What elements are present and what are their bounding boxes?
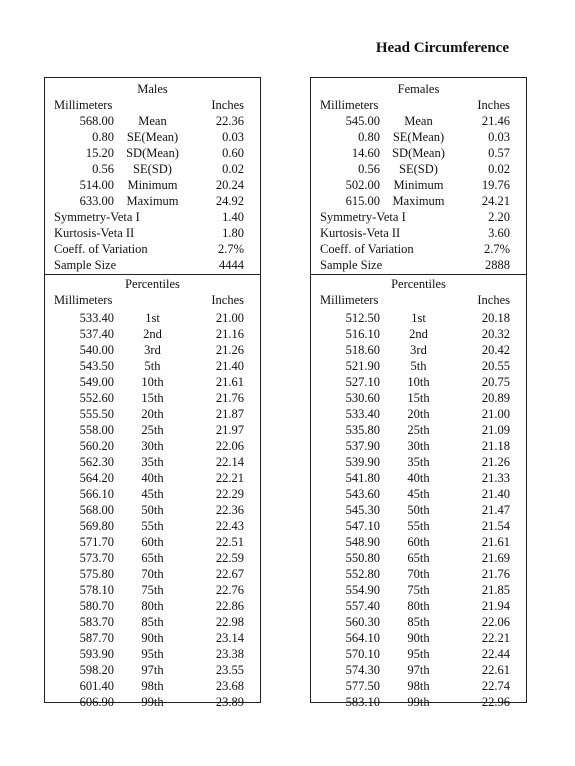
- section-divider: [311, 274, 526, 275]
- percentile-inches-value: 22.51: [215, 535, 244, 549]
- summary-label: Kurtosis-Veta II: [320, 226, 401, 240]
- percentile-row: [45, 358, 260, 374]
- summary-value: 2.20: [488, 210, 510, 224]
- percentile-inches-value: 20.55: [481, 359, 510, 373]
- percentile-mm-value: 547.10: [345, 519, 380, 533]
- stat-label: SD(Mean): [392, 146, 445, 160]
- percentile-row: [45, 470, 260, 486]
- inches-header: Inches: [211, 98, 244, 112]
- percentile-mm-value: 569.80: [79, 519, 114, 533]
- percentile-mm-value: 601.40: [79, 679, 114, 693]
- summary-label: Sample Size: [54, 258, 117, 272]
- percentile-mm-value: 533.40: [345, 407, 380, 421]
- percentile-inches-value: 20.89: [481, 391, 510, 405]
- stat-row: [311, 145, 526, 161]
- percentile-row: [311, 598, 526, 614]
- percentile-mm-value: 537.90: [345, 439, 380, 453]
- stat-inches-value: 0.03: [488, 130, 510, 144]
- percentile-label: 2nd: [143, 327, 162, 341]
- percentile-row: [311, 550, 526, 566]
- units-header-row: [45, 292, 260, 308]
- inches-header: Inches: [477, 98, 510, 112]
- stat-row: [311, 177, 526, 193]
- percentile-row: [45, 646, 260, 662]
- percentile-label: 50th: [141, 503, 164, 517]
- percentile-mm-value: 548.90: [345, 535, 380, 549]
- percentile-label: 55th: [407, 519, 430, 533]
- percentile-label: 99th: [141, 695, 164, 709]
- percentile-label: 3rd: [410, 343, 427, 357]
- percentile-inches-value: 20.75: [481, 375, 510, 389]
- summary-row: [311, 257, 526, 273]
- percentile-row: [311, 630, 526, 646]
- percentile-mm-value: 521.90: [345, 359, 380, 373]
- percentile-row: [45, 454, 260, 470]
- stat-mm-value: 0.56: [92, 162, 114, 176]
- percentile-label: 1st: [411, 311, 426, 325]
- percentile-mm-value: 527.10: [345, 375, 380, 389]
- percentile-inches-value: 23.14: [215, 631, 244, 645]
- percentile-row: [311, 406, 526, 422]
- percentile-inches-value: 22.86: [215, 599, 244, 613]
- percentile-row: [45, 422, 260, 438]
- percentile-label: 5th: [144, 359, 161, 373]
- percentile-inches-value: 22.76: [215, 583, 244, 597]
- percentile-inches-value: 21.97: [215, 423, 244, 437]
- percentile-row: [311, 454, 526, 470]
- percentile-inches-value: 21.18: [481, 439, 510, 453]
- stat-mm-value: 0.80: [358, 130, 380, 144]
- stat-label: SD(Mean): [126, 146, 179, 160]
- summary-row: [311, 241, 526, 257]
- percentile-inches-value: 21.26: [215, 343, 244, 357]
- percentile-mm-value: 518.60: [345, 343, 380, 357]
- stat-mm-value: 514.00: [79, 178, 114, 192]
- percentile-label: 1st: [145, 311, 160, 325]
- percentile-row: [311, 310, 526, 326]
- percentile-mm-value: 541.80: [345, 471, 380, 485]
- summary-value: 2.7%: [483, 242, 510, 256]
- percentile-row: [311, 662, 526, 678]
- stat-mm-value: 615.00: [345, 194, 380, 208]
- stat-mm-value: 14.60: [351, 146, 380, 160]
- percentile-row: [45, 438, 260, 454]
- percentiles-title: Percentiles: [391, 277, 446, 291]
- percentile-row: [311, 534, 526, 550]
- percentile-mm-value: 575.80: [79, 567, 114, 581]
- stat-inches-value: 0.02: [488, 162, 510, 176]
- percentile-mm-value: 574.30: [345, 663, 380, 677]
- percentile-label: 30th: [407, 439, 430, 453]
- percentile-row: [311, 614, 526, 630]
- units-header-row: [311, 292, 526, 308]
- summary-value: 3.60: [488, 226, 510, 240]
- percentile-inches-value: 23.89: [215, 695, 244, 709]
- percentile-inches-value: 22.96: [481, 695, 510, 709]
- percentile-row: [45, 678, 260, 694]
- percentile-mm-value: 545.30: [345, 503, 380, 517]
- stat-mm-value: 633.00: [79, 194, 114, 208]
- stat-inches-value: 22.36: [215, 114, 244, 128]
- stat-inches-value: 19.76: [481, 178, 510, 192]
- percentile-label: 40th: [141, 471, 164, 485]
- percentile-mm-value: 578.10: [79, 583, 114, 597]
- percentile-mm-value: 549.00: [79, 375, 114, 389]
- females-table: [310, 77, 527, 709]
- percentile-row: [311, 566, 526, 582]
- page-title: Head Circumference: [375, 40, 509, 56]
- summary-row: [311, 209, 526, 225]
- percentile-label: 75th: [407, 583, 430, 597]
- percentile-mm-value: 530.60: [345, 391, 380, 405]
- percentile-row: [311, 486, 526, 502]
- percentile-inches-value: 21.76: [215, 391, 244, 405]
- millimeters-header: Millimeters: [320, 293, 379, 307]
- percentile-label: 55th: [141, 519, 164, 533]
- percentile-row: [311, 358, 526, 374]
- stat-row: [45, 145, 260, 161]
- percentile-label: 95th: [141, 647, 164, 661]
- inches-header: Inches: [211, 293, 244, 307]
- percentile-label: 30th: [141, 439, 164, 453]
- percentile-inches-value: 22.74: [481, 679, 510, 693]
- percentile-mm-value: 516.10: [345, 327, 380, 341]
- percentile-inches-value: 21.69: [481, 551, 510, 565]
- percentile-inches-value: 21.85: [481, 583, 510, 597]
- percentile-row: [45, 534, 260, 550]
- percentile-row: [311, 422, 526, 438]
- stat-label: SE(SD): [133, 162, 172, 176]
- percentile-row: [311, 390, 526, 406]
- percentile-label: 80th: [407, 599, 430, 613]
- percentile-row: [45, 326, 260, 342]
- percentile-mm-value: 535.80: [345, 423, 380, 437]
- percentile-row: [311, 342, 526, 358]
- stat-label: Mean: [404, 114, 433, 128]
- percentile-mm-value: 533.40: [79, 311, 114, 325]
- stat-inches-value: 24.92: [215, 194, 244, 208]
- percentile-inches-value: 22.44: [481, 647, 510, 661]
- percentile-row: [45, 406, 260, 422]
- percentile-row: [45, 550, 260, 566]
- summary-label: Coeff. of Variation: [320, 242, 414, 256]
- percentile-inches-value: 21.61: [481, 535, 510, 549]
- percentile-inches-value: 21.76: [481, 567, 510, 581]
- percentile-inches-value: 20.42: [481, 343, 510, 357]
- percentiles-header: [311, 276, 526, 292]
- percentile-row: [45, 630, 260, 646]
- percentile-mm-value: 570.10: [345, 647, 380, 661]
- percentile-label: 15th: [141, 391, 164, 405]
- percentile-row: [45, 518, 260, 534]
- percentile-row: [45, 486, 260, 502]
- percentile-inches-value: 22.98: [215, 615, 244, 629]
- percentile-label: 85th: [407, 615, 430, 629]
- percentile-label: 10th: [407, 375, 430, 389]
- percentile-inches-value: 21.26: [481, 455, 510, 469]
- percentile-inches-value: 22.43: [215, 519, 244, 533]
- percentile-mm-value: 512.50: [345, 311, 380, 325]
- percentile-inches-value: 23.38: [215, 647, 244, 661]
- stat-row: [45, 113, 260, 129]
- stat-row: [45, 161, 260, 177]
- summary-value: 2888: [485, 258, 510, 272]
- percentile-label: 97th: [141, 663, 164, 677]
- percentile-label: 60th: [407, 535, 430, 549]
- percentile-label: 45th: [141, 487, 164, 501]
- percentile-mm-value: 564.20: [79, 471, 114, 485]
- percentile-inches-value: 21.00: [215, 311, 244, 325]
- percentile-label: 90th: [407, 631, 430, 645]
- percentile-mm-value: 560.30: [345, 615, 380, 629]
- percentile-mm-value: 564.10: [345, 631, 380, 645]
- percentile-inches-value: 22.29: [215, 487, 244, 501]
- percentile-row: [45, 694, 260, 710]
- percentile-label: 85th: [141, 615, 164, 629]
- stat-mm-value: 545.00: [345, 114, 380, 128]
- percentile-label: 25th: [407, 423, 430, 437]
- percentile-mm-value: 598.20: [79, 663, 114, 677]
- percentile-inches-value: 21.33: [481, 471, 510, 485]
- stat-label: Maximum: [126, 194, 179, 208]
- percentile-mm-value: 558.00: [79, 423, 114, 437]
- percentile-label: 35th: [141, 455, 164, 469]
- stat-inches-value: 20.24: [215, 178, 244, 192]
- section-divider: [45, 274, 260, 275]
- percentile-label: 25th: [141, 423, 164, 437]
- percentile-inches-value: 22.06: [481, 615, 510, 629]
- percentile-mm-value: 571.70: [79, 535, 114, 549]
- percentile-mm-value: 555.50: [79, 407, 114, 421]
- summary-row: [45, 257, 260, 273]
- percentile-mm-value: 606.90: [79, 695, 114, 709]
- percentile-inches-value: 21.09: [481, 423, 510, 437]
- percentile-row: [45, 502, 260, 518]
- percentile-inches-value: 22.21: [215, 471, 244, 485]
- stat-inches-value: 0.02: [222, 162, 244, 176]
- percentile-inches-value: 22.67: [215, 567, 244, 581]
- percentile-mm-value: 560.20: [79, 439, 114, 453]
- percentile-label: 60th: [141, 535, 164, 549]
- stat-inches-value: 0.57: [488, 146, 510, 160]
- percentile-label: 75th: [141, 583, 164, 597]
- percentile-mm-value: 550.80: [345, 551, 380, 565]
- percentile-label: 65th: [407, 551, 430, 565]
- percentile-inches-value: 22.61: [481, 663, 510, 677]
- percentile-row: [311, 678, 526, 694]
- percentile-mm-value: 543.60: [345, 487, 380, 501]
- percentile-mm-value: 539.90: [345, 455, 380, 469]
- stat-label: Minimum: [393, 178, 444, 192]
- percentile-row: [45, 390, 260, 406]
- percentile-inches-value: 21.54: [481, 519, 510, 533]
- percentile-label: 20th: [141, 407, 164, 421]
- percentile-mm-value: 557.40: [345, 599, 380, 613]
- stat-label: Maximum: [392, 194, 445, 208]
- percentile-mm-value: 566.10: [79, 487, 114, 501]
- percentile-label: 95th: [407, 647, 430, 661]
- percentile-mm-value: 543.50: [79, 359, 114, 373]
- percentile-mm-value: 552.80: [345, 567, 380, 581]
- summary-label: Coeff. of Variation: [54, 242, 148, 256]
- percentile-inches-value: 22.36: [215, 503, 244, 517]
- percentile-mm-value: 583.10: [345, 695, 380, 709]
- panel-header: [311, 81, 526, 97]
- stat-inches-value: 0.60: [222, 146, 244, 160]
- percentile-inches-value: 21.94: [481, 599, 510, 613]
- summary-value: 1.80: [222, 226, 244, 240]
- percentile-inches-value: 21.16: [215, 327, 244, 341]
- males-table: [44, 77, 261, 709]
- stat-mm-value: 568.00: [79, 114, 114, 128]
- percentile-mm-value: 580.70: [79, 599, 114, 613]
- percentile-inches-value: 20.18: [481, 311, 510, 325]
- percentile-mm-value: 562.30: [79, 455, 114, 469]
- percentile-inches-value: 21.00: [481, 407, 510, 421]
- percentile-label: 5th: [410, 359, 427, 373]
- millimeters-header: Millimeters: [54, 98, 113, 112]
- percentile-row: [311, 646, 526, 662]
- percentile-label: 2nd: [409, 327, 428, 341]
- percentile-inches-value: 21.47: [481, 503, 510, 517]
- units-header-row: [311, 97, 526, 113]
- percentile-label: 35th: [407, 455, 430, 469]
- summary-label: Sample Size: [320, 258, 383, 272]
- percentile-inches-value: 22.59: [215, 551, 244, 565]
- percentile-inches-value: 20.32: [481, 327, 510, 341]
- summary-value: 1.40: [222, 210, 244, 224]
- percentile-label: 90th: [141, 631, 164, 645]
- percentile-inches-value: 21.40: [215, 359, 244, 373]
- percentile-label: 50th: [407, 503, 430, 517]
- millimeters-header: Millimeters: [320, 98, 379, 112]
- summary-row: [45, 209, 260, 225]
- percentile-label: 10th: [141, 375, 164, 389]
- summary-row: [45, 225, 260, 241]
- percentile-row: [45, 662, 260, 678]
- summary-row: [45, 241, 260, 257]
- stat-row: [311, 129, 526, 145]
- stat-mm-value: 0.56: [358, 162, 380, 176]
- millimeters-header: Millimeters: [54, 293, 113, 307]
- panel-title: Males: [137, 82, 168, 96]
- percentile-inches-value: 21.40: [481, 487, 510, 501]
- stat-row: [311, 161, 526, 177]
- percentile-inches-value: 23.68: [215, 679, 244, 693]
- panel-header: [45, 81, 260, 97]
- percentile-inches-value: 22.21: [481, 631, 510, 645]
- units-header-row: [45, 97, 260, 113]
- stat-row: [311, 113, 526, 129]
- summary-value: 4444: [219, 258, 244, 272]
- percentile-mm-value: 540.00: [79, 343, 114, 357]
- percentile-mm-value: 583.70: [79, 615, 114, 629]
- percentile-label: 80th: [141, 599, 164, 613]
- stat-inches-value: 21.46: [481, 114, 510, 128]
- percentile-label: 70th: [141, 567, 164, 581]
- percentile-row: [311, 694, 526, 710]
- percentile-row: [311, 518, 526, 534]
- stat-label: Mean: [138, 114, 167, 128]
- percentile-label: 3rd: [144, 343, 161, 357]
- summary-label: Symmetry-Veta I: [54, 210, 140, 224]
- stat-label: Minimum: [127, 178, 178, 192]
- percentile-mm-value: 593.90: [79, 647, 114, 661]
- stat-row: [45, 129, 260, 145]
- stat-row: [311, 193, 526, 209]
- percentile-mm-value: 587.70: [79, 631, 114, 645]
- percentile-label: 40th: [407, 471, 430, 485]
- percentile-inches-value: 23.55: [215, 663, 244, 677]
- percentile-label: 99th: [407, 695, 430, 709]
- percentile-label: 97th: [407, 663, 430, 677]
- percentile-row: [311, 374, 526, 390]
- percentile-label: 98th: [407, 679, 430, 693]
- percentile-label: 20th: [407, 407, 430, 421]
- percentile-label: 98th: [141, 679, 164, 693]
- percentile-inches-value: 22.14: [215, 455, 244, 469]
- percentile-inches-value: 21.87: [215, 407, 244, 421]
- percentile-inches-value: 22.06: [215, 439, 244, 453]
- summary-label: Kurtosis-Veta II: [54, 226, 135, 240]
- stat-row: [45, 193, 260, 209]
- percentile-row: [45, 614, 260, 630]
- summary-row: [311, 225, 526, 241]
- summary-label: Symmetry-Veta I: [320, 210, 406, 224]
- percentile-label: 15th: [407, 391, 430, 405]
- stat-inches-value: 0.03: [222, 130, 244, 144]
- percentile-label: 45th: [407, 487, 430, 501]
- stat-label: SE(SD): [399, 162, 438, 176]
- percentiles-header: [45, 276, 260, 292]
- stat-label: SE(Mean): [126, 130, 179, 144]
- stat-mm-value: 0.80: [92, 130, 114, 144]
- stat-label: SE(Mean): [392, 130, 445, 144]
- percentile-mm-value: 554.90: [345, 583, 380, 597]
- percentile-row: [45, 310, 260, 326]
- percentile-row: [45, 342, 260, 358]
- percentile-row: [45, 598, 260, 614]
- percentile-label: 65th: [141, 551, 164, 565]
- percentile-row: [311, 470, 526, 486]
- percentile-row: [45, 566, 260, 582]
- percentile-row: [45, 582, 260, 598]
- percentiles-title: Percentiles: [125, 277, 180, 291]
- summary-value: 2.7%: [217, 242, 244, 256]
- percentile-mm-value: 568.00: [79, 503, 114, 517]
- inches-header: Inches: [477, 293, 510, 307]
- percentile-row: [45, 374, 260, 390]
- percentile-mm-value: 537.40: [79, 327, 114, 341]
- stat-row: [45, 177, 260, 193]
- percentile-label: 70th: [407, 567, 430, 581]
- percentile-mm-value: 552.60: [79, 391, 114, 405]
- percentile-inches-value: 21.61: [215, 375, 244, 389]
- panel-title: Females: [397, 82, 440, 96]
- stat-mm-value: 502.00: [345, 178, 380, 192]
- stat-mm-value: 15.20: [85, 146, 114, 160]
- percentile-row: [311, 582, 526, 598]
- stat-inches-value: 24.21: [481, 194, 510, 208]
- percentile-row: [311, 438, 526, 454]
- percentile-mm-value: 577.50: [345, 679, 380, 693]
- percentile-row: [311, 326, 526, 342]
- percentile-mm-value: 573.70: [79, 551, 114, 565]
- percentile-row: [311, 502, 526, 518]
